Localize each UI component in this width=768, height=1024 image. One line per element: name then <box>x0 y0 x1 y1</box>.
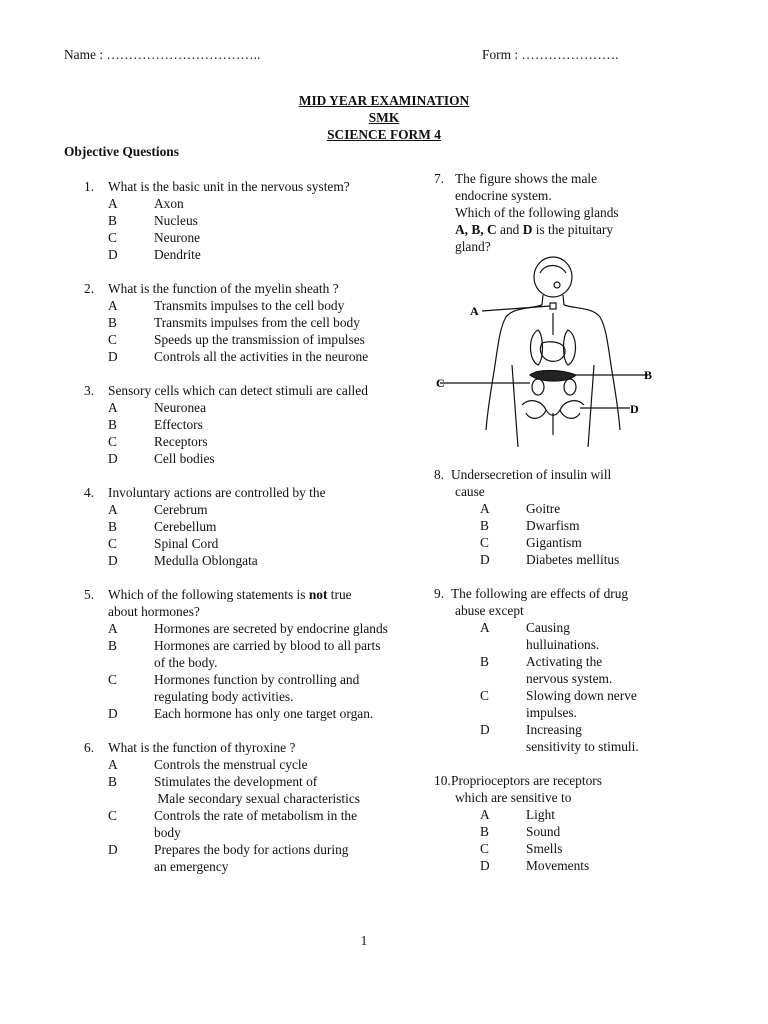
option-b <box>434 823 724 840</box>
form-field: Form : …………………. <box>482 47 619 62</box>
option-b <box>84 773 424 807</box>
option-text: Transmits impulses from the cell body <box>154 315 360 330</box>
option-b <box>434 653 724 687</box>
option-letter: C <box>108 230 117 245</box>
question-stem-line: which are sensitive to <box>455 790 572 805</box>
section-heading: Objective Questions <box>64 144 179 159</box>
option-letter: C <box>480 688 489 703</box>
question-number: 1. <box>84 179 95 194</box>
option-a <box>84 620 424 637</box>
option-c <box>434 687 724 721</box>
option-d <box>84 348 424 365</box>
question-stem <box>434 772 724 806</box>
option-letter: A <box>108 298 118 313</box>
option-d <box>434 721 724 755</box>
option-d <box>434 857 724 874</box>
option-text: Dendrite <box>154 247 201 262</box>
option-letter: A <box>108 400 118 415</box>
question-4 <box>84 484 424 569</box>
option-text: sensitivity to stimuli. <box>526 739 639 754</box>
option-text: Slowing down nerve <box>526 688 637 703</box>
option-letter: A <box>108 502 118 517</box>
endocrine-system-figure <box>430 255 670 455</box>
question-stem-line: Sensory cells which can detect stimuli are called <box>108 383 368 398</box>
subject-title: SCIENCE FORM 4 <box>327 127 441 142</box>
option-letter: C <box>108 808 117 823</box>
option-letter: C <box>108 536 117 551</box>
option-letter: C <box>480 535 489 550</box>
option-letter: C <box>108 332 117 347</box>
option-text: Smells <box>526 841 563 856</box>
option-text: Male secondary sexual characteristics <box>154 791 360 806</box>
option-letter: B <box>480 518 489 533</box>
option-letter: B <box>108 315 117 330</box>
option-letter: C <box>108 434 117 449</box>
option-text: Cerebellum <box>154 519 217 534</box>
option-b <box>84 518 424 535</box>
question-stem <box>84 178 424 195</box>
question-stem-line: Involuntary actions are controlled by the <box>108 485 326 500</box>
option-letter: B <box>108 774 117 789</box>
option-letter: C <box>108 672 117 687</box>
question-1 <box>84 178 424 263</box>
option-text: Nucleus <box>154 213 198 228</box>
option-d <box>84 246 424 263</box>
question-6 <box>84 739 424 875</box>
option-text: Gigantism <box>526 535 582 550</box>
option-letter: D <box>480 858 490 873</box>
name-field: Name : …………………………….. <box>64 47 261 62</box>
option-text: of the body. <box>154 655 218 670</box>
option-a <box>84 399 424 416</box>
option-a <box>434 619 724 653</box>
option-d <box>84 552 424 569</box>
option-letter: B <box>108 638 117 653</box>
option-letter: A <box>480 501 490 516</box>
option-text: Hormones are carried by blood to all parts <box>154 638 381 653</box>
question-number: 3. <box>84 383 95 398</box>
label-b: B <box>644 368 653 382</box>
option-letter: D <box>480 722 490 737</box>
option-text: Dwarfism <box>526 518 580 533</box>
option-text: Neurone <box>154 230 201 245</box>
question-5 <box>84 586 424 722</box>
option-letter: D <box>480 552 490 567</box>
option-c <box>84 331 424 348</box>
school-name: SMK <box>368 110 400 125</box>
option-letter: B <box>480 824 489 839</box>
option-text: regulating body activities. <box>154 689 294 704</box>
option-text: Controls all the activities in the neurone <box>154 349 369 364</box>
option-text: Cerebrum <box>154 502 208 517</box>
option-b <box>84 416 424 433</box>
question-10 <box>434 772 724 874</box>
option-text: Neuronea <box>154 400 207 415</box>
question-2 <box>84 280 424 365</box>
option-text: Each hormone has only one target organ. <box>154 706 374 721</box>
option-text: Axon <box>154 196 184 211</box>
option-text: hulluinations. <box>526 637 600 652</box>
option-letter: D <box>108 349 118 364</box>
option-b <box>84 212 424 229</box>
question-stem <box>434 466 724 500</box>
question-stem <box>84 586 424 620</box>
option-c <box>434 534 724 551</box>
option-a <box>84 195 424 212</box>
question-number: 8. <box>434 467 445 482</box>
option-text: Effectors <box>154 417 203 432</box>
question-number: 5. <box>84 587 95 602</box>
option-c <box>84 535 424 552</box>
option-a <box>84 501 424 518</box>
option-text: Transmits impulses to the cell body <box>154 298 345 313</box>
option-text: Speeds up the transmission of impulses <box>154 332 365 347</box>
option-text: impulses. <box>526 705 577 720</box>
option-b <box>434 517 724 534</box>
question-stem <box>84 382 424 399</box>
question-stem-line: What is the function of thyroxine ? <box>108 740 296 755</box>
option-text: Prepares the body for actions during <box>154 842 349 857</box>
option-c <box>84 433 424 450</box>
option-text: body <box>154 825 181 840</box>
option-d <box>84 450 424 467</box>
option-text: Increasing <box>526 722 582 737</box>
option-a <box>84 756 424 773</box>
question-stem-line: Undersecretion of insulin will <box>451 467 612 482</box>
label-a: A <box>470 304 479 318</box>
option-a <box>434 806 724 823</box>
question-number: 2. <box>84 281 95 296</box>
question-stem-line: Which of the following glands <box>455 205 619 220</box>
question-number: 9. <box>434 586 445 601</box>
question-number: 10. <box>434 773 451 788</box>
option-letter: D <box>108 706 118 721</box>
option-letter: A <box>108 196 118 211</box>
option-text: Sound <box>526 824 561 839</box>
option-text: Hormones are secreted by endocrine glands <box>154 621 388 636</box>
option-d <box>84 705 424 722</box>
label-c: C <box>436 376 445 390</box>
option-letter: B <box>108 417 117 432</box>
option-b <box>84 314 424 331</box>
question-stem <box>84 739 424 756</box>
option-text: Controls the menstrual cycle <box>154 757 308 772</box>
option-letter: A <box>108 757 118 772</box>
exam-title: MID YEAR EXAMINATION <box>298 93 470 108</box>
option-text: an emergency <box>154 859 229 874</box>
option-text: Stimulates the development of <box>154 774 318 789</box>
option-d <box>84 841 424 875</box>
option-letter: A <box>480 620 490 635</box>
option-letter: D <box>108 842 118 857</box>
option-letter: C <box>480 841 489 856</box>
option-letter: D <box>108 553 118 568</box>
option-text: Diabetes mellitus <box>526 552 620 567</box>
question-stem-line: What is the basic unit in the nervous system? <box>108 179 350 194</box>
option-text: Hormones function by controlling and <box>154 672 360 687</box>
option-a <box>84 297 424 314</box>
option-letter: B <box>108 213 117 228</box>
page-number: 1 <box>360 933 368 948</box>
option-letter: B <box>480 654 489 669</box>
option-text: Causing <box>526 620 570 635</box>
option-letter: A <box>108 621 118 636</box>
right-column <box>434 466 724 891</box>
label-d: D <box>630 402 639 416</box>
option-text: Movements <box>526 858 590 873</box>
option-text: Receptors <box>154 434 208 449</box>
option-text: Light <box>526 807 556 822</box>
option-text: Medulla Oblongata <box>154 553 258 568</box>
option-c <box>84 671 424 705</box>
question-stem-line: A, B, C and D is the pituitary <box>455 222 614 237</box>
option-text: nervous system. <box>526 671 613 686</box>
question-stem <box>434 585 724 619</box>
question-stem-line: What is the function of the myelin sheath ? <box>108 281 339 296</box>
option-a <box>434 500 724 517</box>
option-text: Activating the <box>526 654 603 669</box>
option-letter: A <box>480 807 490 822</box>
question-9 <box>434 585 724 755</box>
option-d <box>434 551 724 568</box>
question-stem-line: Proprioceptors are receptors <box>451 773 602 788</box>
option-c <box>84 807 424 841</box>
question-number: 7. <box>434 171 445 186</box>
question-stem-line: Which of the following statements is not true <box>108 587 352 602</box>
option-letter: D <box>108 451 118 466</box>
option-text: Cell bodies <box>154 451 215 466</box>
option-b <box>84 637 424 671</box>
question-number: 4. <box>84 485 95 500</box>
question-stem-line: about hormones? <box>108 604 200 619</box>
left-column <box>84 178 424 892</box>
question-3 <box>84 382 424 467</box>
question-stem-line: endocrine system. <box>455 188 552 203</box>
question-stem-line: The following are effects of drug <box>451 586 629 601</box>
question-stem-line: cause <box>455 484 485 499</box>
question-7 <box>434 170 674 255</box>
question-stem-line: abuse except <box>455 603 524 618</box>
option-text: Spinal Cord <box>154 536 219 551</box>
option-c <box>434 840 724 857</box>
option-letter: D <box>108 247 118 262</box>
question-stem <box>84 484 424 501</box>
question-number: 6. <box>84 740 95 755</box>
option-letter: B <box>108 519 117 534</box>
question-stem <box>84 280 424 297</box>
option-text: Controls the rate of metabolism in the <box>154 808 358 823</box>
option-text: Goitre <box>526 501 561 516</box>
option-c <box>84 229 424 246</box>
question-8 <box>434 466 724 568</box>
question-stem-line: The figure shows the male <box>455 171 598 186</box>
question-stem-line: gland? <box>455 239 491 254</box>
